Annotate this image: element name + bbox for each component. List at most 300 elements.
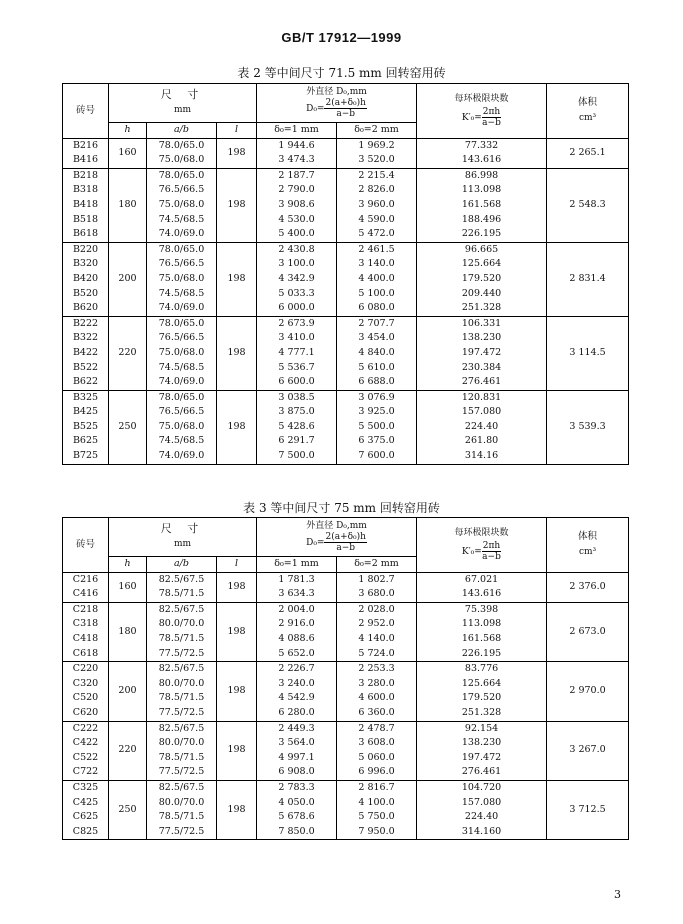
cell-ab: 80.0/70.0 bbox=[147, 736, 217, 751]
cell-d1: 3 100.0 bbox=[257, 257, 337, 272]
header-volume bbox=[547, 84, 629, 139]
table-row bbox=[63, 301, 629, 316]
table3-caption: 表 3 等中间尺寸 75 mm 回转窑用砖 bbox=[243, 501, 440, 515]
cell-d2: 5 610.0 bbox=[337, 361, 417, 376]
cell-d2: 3 076.9 bbox=[337, 390, 417, 405]
table-row bbox=[63, 153, 629, 168]
header-od-num: 2(a+δ₀)h bbox=[325, 532, 366, 542]
table-row bbox=[63, 449, 629, 464]
cell-d2: 3 454.0 bbox=[337, 331, 417, 346]
cell-d2: 6 360.0 bbox=[337, 706, 417, 721]
cell-d2: 2 461.5 bbox=[337, 242, 417, 257]
cell-d1: 7 850.0 bbox=[257, 825, 337, 840]
cell-d2: 4 400.0 bbox=[337, 272, 417, 287]
cell-d1: 1 781.3 bbox=[257, 572, 337, 587]
cell-h: 180 bbox=[109, 168, 147, 242]
cell-code: B422 bbox=[63, 346, 109, 361]
header-ab: a/b bbox=[147, 557, 217, 573]
header-size bbox=[109, 518, 257, 557]
cell-d1: 3 240.0 bbox=[257, 677, 337, 692]
cell-d2: 5 472.0 bbox=[337, 227, 417, 242]
cell-d1: 3 038.5 bbox=[257, 390, 337, 405]
cell-code: C216 bbox=[63, 572, 109, 587]
cell-ring: 209.440 bbox=[417, 287, 547, 302]
cell-ring: 67.021 bbox=[417, 572, 547, 587]
cell-code: C318 bbox=[63, 617, 109, 632]
document-header: GB/T 17912—1999 bbox=[281, 30, 402, 45]
cell-d2: 1 969.2 bbox=[337, 138, 417, 153]
cell-volume: 2 265.1 bbox=[547, 138, 629, 168]
cell-d2: 6 375.0 bbox=[337, 434, 417, 449]
table-row bbox=[63, 662, 629, 677]
header-od-den: a−b bbox=[336, 543, 356, 553]
table-row bbox=[63, 138, 629, 153]
table2 bbox=[62, 83, 629, 465]
cell-ring: 188.496 bbox=[417, 213, 547, 228]
cell-ab: 82.5/67.5 bbox=[147, 662, 217, 677]
cell-ring: 230.384 bbox=[417, 361, 547, 376]
cell-code: C220 bbox=[63, 662, 109, 677]
cell-ab: 78.5/71.5 bbox=[147, 691, 217, 706]
cell-d2: 3 140.0 bbox=[337, 257, 417, 272]
cell-ring: 92.154 bbox=[417, 721, 547, 736]
cell-d1: 2 187.7 bbox=[257, 168, 337, 183]
cell-d2: 3 960.0 bbox=[337, 198, 417, 213]
cell-d1: 3 908.6 bbox=[257, 198, 337, 213]
cell-d2: 5 724.0 bbox=[337, 647, 417, 662]
table-row bbox=[63, 780, 629, 795]
cell-d2: 4 600.0 bbox=[337, 691, 417, 706]
cell-ring: 138.230 bbox=[417, 331, 547, 346]
cell-d1: 6 600.0 bbox=[257, 375, 337, 390]
cell-d2: 7 600.0 bbox=[337, 449, 417, 464]
cell-ring: 314.16 bbox=[417, 449, 547, 464]
cell-ab: 77.5/72.5 bbox=[147, 825, 217, 840]
cell-d1: 3 875.0 bbox=[257, 405, 337, 420]
cell-ab: 74.5/68.5 bbox=[147, 361, 217, 376]
cell-ring: 113.098 bbox=[417, 183, 547, 198]
cell-h: 250 bbox=[109, 780, 147, 839]
cell-l: 198 bbox=[217, 721, 257, 780]
cell-d1: 2 916.0 bbox=[257, 617, 337, 632]
cell-code: B618 bbox=[63, 227, 109, 242]
header-delta1: δ₀=1 mm bbox=[257, 123, 337, 139]
table-row bbox=[63, 572, 629, 587]
cell-d2: 5 750.0 bbox=[337, 810, 417, 825]
cell-ab: 76.5/66.5 bbox=[147, 331, 217, 346]
cell-volume: 3 712.5 bbox=[547, 780, 629, 839]
table-row bbox=[63, 765, 629, 780]
cell-ring: 197.472 bbox=[417, 751, 547, 766]
header-ring-num: 2πh bbox=[482, 540, 501, 551]
cell-ring: 138.230 bbox=[417, 736, 547, 751]
cell-d1: 4 088.6 bbox=[257, 632, 337, 647]
cell-ab: 80.0/70.0 bbox=[147, 796, 217, 811]
header-ring-lhs: K′₀= bbox=[461, 112, 482, 123]
cell-code: B420 bbox=[63, 272, 109, 287]
cell-ring: 224.40 bbox=[417, 810, 547, 825]
cell-ring: 179.520 bbox=[417, 691, 547, 706]
cell-ab: 74.5/68.5 bbox=[147, 287, 217, 302]
cell-code: B518 bbox=[63, 213, 109, 228]
cell-ab: 78.0/65.0 bbox=[147, 390, 217, 405]
cell-code: B318 bbox=[63, 183, 109, 198]
cell-d2: 4 590.0 bbox=[337, 213, 417, 228]
cell-ring: 96.665 bbox=[417, 242, 547, 257]
cell-d2: 2 215.4 bbox=[337, 168, 417, 183]
cell-ring: 261.80 bbox=[417, 434, 547, 449]
cell-d1: 4 342.9 bbox=[257, 272, 337, 287]
cell-h: 220 bbox=[109, 721, 147, 780]
cell-ab: 74.5/68.5 bbox=[147, 213, 217, 228]
cell-ab: 77.5/72.5 bbox=[147, 706, 217, 721]
table-row bbox=[63, 810, 629, 825]
cell-l: 198 bbox=[217, 390, 257, 464]
cell-d1: 2 783.3 bbox=[257, 780, 337, 795]
cell-ring: 179.520 bbox=[417, 272, 547, 287]
cell-code: B525 bbox=[63, 420, 109, 435]
cell-d2: 3 680.0 bbox=[337, 587, 417, 602]
table-row bbox=[63, 632, 629, 647]
header-code: 砖号 bbox=[63, 84, 109, 139]
cell-ab: 78.0/65.0 bbox=[147, 168, 217, 183]
cell-code: C320 bbox=[63, 677, 109, 692]
table-row bbox=[63, 316, 629, 331]
table-row bbox=[63, 721, 629, 736]
cell-code: B325 bbox=[63, 390, 109, 405]
cell-code: B625 bbox=[63, 434, 109, 449]
header-l: l bbox=[217, 557, 257, 573]
table-row bbox=[63, 677, 629, 692]
cell-d1: 6 280.0 bbox=[257, 706, 337, 721]
cell-l: 198 bbox=[217, 316, 257, 390]
cell-ring: 161.568 bbox=[417, 632, 547, 647]
cell-ab: 78.5/71.5 bbox=[147, 632, 217, 647]
cell-ring: 226.195 bbox=[417, 227, 547, 242]
cell-l: 198 bbox=[217, 242, 257, 316]
cell-d1: 5 428.6 bbox=[257, 420, 337, 435]
cell-d1: 3 564.0 bbox=[257, 736, 337, 751]
cell-d2: 2 952.0 bbox=[337, 617, 417, 632]
cell-code: B520 bbox=[63, 287, 109, 302]
table-row bbox=[63, 796, 629, 811]
cell-d2: 5 060.0 bbox=[337, 751, 417, 766]
cell-ab: 78.0/65.0 bbox=[147, 316, 217, 331]
header-ring-fraction bbox=[482, 107, 501, 128]
cell-ab: 82.5/67.5 bbox=[147, 572, 217, 587]
header-h: h bbox=[109, 123, 147, 139]
table-row bbox=[63, 736, 629, 751]
cell-ab: 78.5/71.5 bbox=[147, 751, 217, 766]
table-row bbox=[63, 198, 629, 213]
cell-ring: 83.776 bbox=[417, 662, 547, 677]
cell-ring: 226.195 bbox=[417, 647, 547, 662]
cell-code: B416 bbox=[63, 153, 109, 168]
cell-ab: 78.0/65.0 bbox=[147, 242, 217, 257]
cell-d1: 4 530.0 bbox=[257, 213, 337, 228]
header-ring-den: a−b bbox=[482, 551, 501, 562]
cell-d1: 5 400.0 bbox=[257, 227, 337, 242]
cell-ab: 78.5/71.5 bbox=[147, 587, 217, 602]
header-ring-fraction bbox=[482, 541, 501, 562]
cell-ab: 74.5/68.5 bbox=[147, 434, 217, 449]
table-row bbox=[63, 434, 629, 449]
cell-l: 198 bbox=[217, 602, 257, 661]
header-size-unit: mm bbox=[173, 539, 192, 549]
cell-ab: 75.0/68.0 bbox=[147, 153, 217, 168]
table3 bbox=[62, 517, 629, 840]
cell-code: C722 bbox=[63, 765, 109, 780]
cell-d1: 2 004.0 bbox=[257, 602, 337, 617]
table2-caption: 表 2 等中间尺寸 71.5 mm 回转窑用砖 bbox=[237, 66, 446, 80]
table-row bbox=[63, 331, 629, 346]
cell-volume: 2 548.3 bbox=[547, 168, 629, 242]
table-row bbox=[63, 227, 629, 242]
cell-l: 198 bbox=[217, 138, 257, 168]
page-number: 3 bbox=[614, 888, 621, 901]
header-ring-label: 每环极限块数 bbox=[454, 93, 509, 104]
table-row bbox=[63, 587, 629, 602]
cell-volume: 2 673.0 bbox=[547, 602, 629, 661]
cell-ring: 276.461 bbox=[417, 765, 547, 780]
cell-h: 220 bbox=[109, 316, 147, 390]
table-row bbox=[63, 272, 629, 287]
table-row bbox=[63, 647, 629, 662]
header-od-lhs: D₀= bbox=[306, 104, 325, 114]
cell-ring: 157.080 bbox=[417, 405, 547, 420]
cell-d2: 1 802.7 bbox=[337, 572, 417, 587]
header-size-title: 尺 寸 bbox=[160, 88, 205, 102]
header-delta2: δ₀=2 mm bbox=[337, 557, 417, 573]
cell-ab: 76.5/66.5 bbox=[147, 183, 217, 198]
cell-volume: 2 970.0 bbox=[547, 662, 629, 721]
header-od-fraction bbox=[324, 532, 366, 553]
header-code: 砖号 bbox=[63, 518, 109, 573]
cell-volume: 2 376.0 bbox=[547, 572, 629, 602]
header-outer-diameter bbox=[257, 518, 417, 557]
cell-d1: 3 474.3 bbox=[257, 153, 337, 168]
header-od-den: a−b bbox=[336, 109, 356, 119]
table-row bbox=[63, 706, 629, 721]
cell-ring: 125.664 bbox=[417, 257, 547, 272]
header-size-title: 尺 寸 bbox=[160, 522, 205, 536]
cell-code: C325 bbox=[63, 780, 109, 795]
cell-d2: 4 840.0 bbox=[337, 346, 417, 361]
cell-volume: 3 267.0 bbox=[547, 721, 629, 780]
header-delta1: δ₀=1 mm bbox=[257, 557, 337, 573]
cell-ab: 75.0/68.0 bbox=[147, 346, 217, 361]
header-volume-unit: cm³ bbox=[578, 112, 597, 123]
cell-d2: 2 816.7 bbox=[337, 780, 417, 795]
cell-code: B322 bbox=[63, 331, 109, 346]
cell-ring: 106.331 bbox=[417, 316, 547, 331]
cell-code: B425 bbox=[63, 405, 109, 420]
header-l: l bbox=[217, 123, 257, 139]
cell-d2: 2 707.7 bbox=[337, 316, 417, 331]
cell-d2: 3 925.0 bbox=[337, 405, 417, 420]
table-row bbox=[63, 825, 629, 840]
cell-ring: 77.332 bbox=[417, 138, 547, 153]
cell-d2: 5 100.0 bbox=[337, 287, 417, 302]
table-row bbox=[63, 361, 629, 376]
cell-code: B620 bbox=[63, 301, 109, 316]
header-size-unit: mm bbox=[173, 105, 192, 115]
cell-code: C418 bbox=[63, 632, 109, 647]
cell-d2: 5 500.0 bbox=[337, 420, 417, 435]
cell-ab: 74.0/69.0 bbox=[147, 227, 217, 242]
table-row bbox=[63, 168, 629, 183]
cell-ab: 77.5/72.5 bbox=[147, 765, 217, 780]
cell-ab: 75.0/68.0 bbox=[147, 272, 217, 287]
cell-h: 200 bbox=[109, 662, 147, 721]
cell-ab: 78.0/65.0 bbox=[147, 138, 217, 153]
header-ring-count bbox=[417, 84, 547, 139]
header-size bbox=[109, 84, 257, 123]
cell-code: C218 bbox=[63, 602, 109, 617]
header-ab: a/b bbox=[147, 123, 217, 139]
cell-d2: 3 608.0 bbox=[337, 736, 417, 751]
cell-h: 200 bbox=[109, 242, 147, 316]
cell-volume: 2 831.4 bbox=[547, 242, 629, 316]
table-row bbox=[63, 287, 629, 302]
cell-d1: 3 634.3 bbox=[257, 587, 337, 602]
cell-volume: 3 114.5 bbox=[547, 316, 629, 390]
table-row bbox=[63, 183, 629, 198]
table-row bbox=[63, 691, 629, 706]
header-delta2: δ₀=2 mm bbox=[337, 123, 417, 139]
cell-code: B622 bbox=[63, 375, 109, 390]
cell-code: B220 bbox=[63, 242, 109, 257]
cell-d1: 2 226.7 bbox=[257, 662, 337, 677]
cell-d1: 5 678.6 bbox=[257, 810, 337, 825]
cell-ab: 74.0/69.0 bbox=[147, 375, 217, 390]
cell-ring: 251.328 bbox=[417, 301, 547, 316]
header-ring-count bbox=[417, 518, 547, 573]
cell-d1: 2 790.0 bbox=[257, 183, 337, 198]
cell-d2: 6 688.0 bbox=[337, 375, 417, 390]
cell-ab: 82.5/67.5 bbox=[147, 721, 217, 736]
cell-d2: 7 950.0 bbox=[337, 825, 417, 840]
table-row bbox=[63, 390, 629, 405]
cell-d2: 4 100.0 bbox=[337, 796, 417, 811]
cell-ab: 74.0/69.0 bbox=[147, 449, 217, 464]
table-row bbox=[63, 242, 629, 257]
cell-d2: 4 140.0 bbox=[337, 632, 417, 647]
cell-d1: 1 944.6 bbox=[257, 138, 337, 153]
cell-code: B222 bbox=[63, 316, 109, 331]
cell-ab: 80.0/70.0 bbox=[147, 617, 217, 632]
cell-h: 250 bbox=[109, 390, 147, 464]
cell-code: C222 bbox=[63, 721, 109, 736]
cell-d2: 3 520.0 bbox=[337, 153, 417, 168]
header-ring-num: 2πh bbox=[482, 106, 501, 117]
header-od-label: 外直径 D₀,mm bbox=[306, 87, 367, 97]
cell-code: C618 bbox=[63, 647, 109, 662]
cell-ring: 120.831 bbox=[417, 390, 547, 405]
cell-code: B320 bbox=[63, 257, 109, 272]
cell-d2: 6 996.0 bbox=[337, 765, 417, 780]
cell-code: B725 bbox=[63, 449, 109, 464]
cell-ab: 75.0/68.0 bbox=[147, 198, 217, 213]
cell-d1: 6 291.7 bbox=[257, 434, 337, 449]
cell-ring: 251.328 bbox=[417, 706, 547, 721]
header-volume-label: 体积 bbox=[578, 97, 598, 109]
cell-ring: 224.40 bbox=[417, 420, 547, 435]
cell-ring: 143.616 bbox=[417, 153, 547, 168]
cell-ring: 161.568 bbox=[417, 198, 547, 213]
cell-ring: 75.398 bbox=[417, 602, 547, 617]
header-ring-lhs: K′₀= bbox=[461, 546, 482, 557]
cell-d2: 6 080.0 bbox=[337, 301, 417, 316]
header-volume-unit: cm³ bbox=[578, 546, 597, 557]
cell-ring: 314.160 bbox=[417, 825, 547, 840]
cell-d1: 6 908.0 bbox=[257, 765, 337, 780]
cell-ring: 125.664 bbox=[417, 677, 547, 692]
table-row bbox=[63, 375, 629, 390]
table-row bbox=[63, 405, 629, 420]
cell-d1: 2 430.8 bbox=[257, 242, 337, 257]
cell-ring: 197.472 bbox=[417, 346, 547, 361]
cell-ring: 143.616 bbox=[417, 587, 547, 602]
cell-d1: 5 536.7 bbox=[257, 361, 337, 376]
cell-l: 198 bbox=[217, 780, 257, 839]
cell-d1: 2 449.3 bbox=[257, 721, 337, 736]
cell-d1: 4 050.0 bbox=[257, 796, 337, 811]
cell-code: C625 bbox=[63, 810, 109, 825]
table-row bbox=[63, 257, 629, 272]
cell-d1: 7 500.0 bbox=[257, 449, 337, 464]
cell-ab: 76.5/66.5 bbox=[147, 405, 217, 420]
cell-code: B216 bbox=[63, 138, 109, 153]
cell-ab: 76.5/66.5 bbox=[147, 257, 217, 272]
header-outer-diameter bbox=[257, 84, 417, 123]
table-row bbox=[63, 213, 629, 228]
cell-ab: 82.5/67.5 bbox=[147, 780, 217, 795]
cell-ring: 157.080 bbox=[417, 796, 547, 811]
header-volume-label: 体积 bbox=[578, 531, 598, 543]
cell-code: B522 bbox=[63, 361, 109, 376]
cell-ab: 82.5/67.5 bbox=[147, 602, 217, 617]
cell-code: C520 bbox=[63, 691, 109, 706]
cell-code: C422 bbox=[63, 736, 109, 751]
header-od-lhs: D₀= bbox=[306, 538, 325, 548]
cell-code: C425 bbox=[63, 796, 109, 811]
table-row bbox=[63, 420, 629, 435]
cell-d1: 2 673.9 bbox=[257, 316, 337, 331]
table-row bbox=[63, 346, 629, 361]
cell-d2: 2 028.0 bbox=[337, 602, 417, 617]
cell-code: C416 bbox=[63, 587, 109, 602]
cell-d1: 4 542.9 bbox=[257, 691, 337, 706]
cell-ab: 78.5/71.5 bbox=[147, 810, 217, 825]
cell-d1: 6 000.0 bbox=[257, 301, 337, 316]
cell-d2: 2 826.0 bbox=[337, 183, 417, 198]
cell-d1: 5 652.0 bbox=[257, 647, 337, 662]
table-row bbox=[63, 751, 629, 766]
cell-l: 198 bbox=[217, 168, 257, 242]
cell-volume: 3 539.3 bbox=[547, 390, 629, 464]
cell-code: C825 bbox=[63, 825, 109, 840]
cell-h: 180 bbox=[109, 602, 147, 661]
cell-l: 198 bbox=[217, 662, 257, 721]
cell-ab: 80.0/70.0 bbox=[147, 677, 217, 692]
cell-d1: 4 997.1 bbox=[257, 751, 337, 766]
cell-ring: 86.998 bbox=[417, 168, 547, 183]
cell-ab: 75.0/68.0 bbox=[147, 420, 217, 435]
header-od-fraction bbox=[324, 98, 366, 119]
table-row bbox=[63, 602, 629, 617]
cell-code: B418 bbox=[63, 198, 109, 213]
